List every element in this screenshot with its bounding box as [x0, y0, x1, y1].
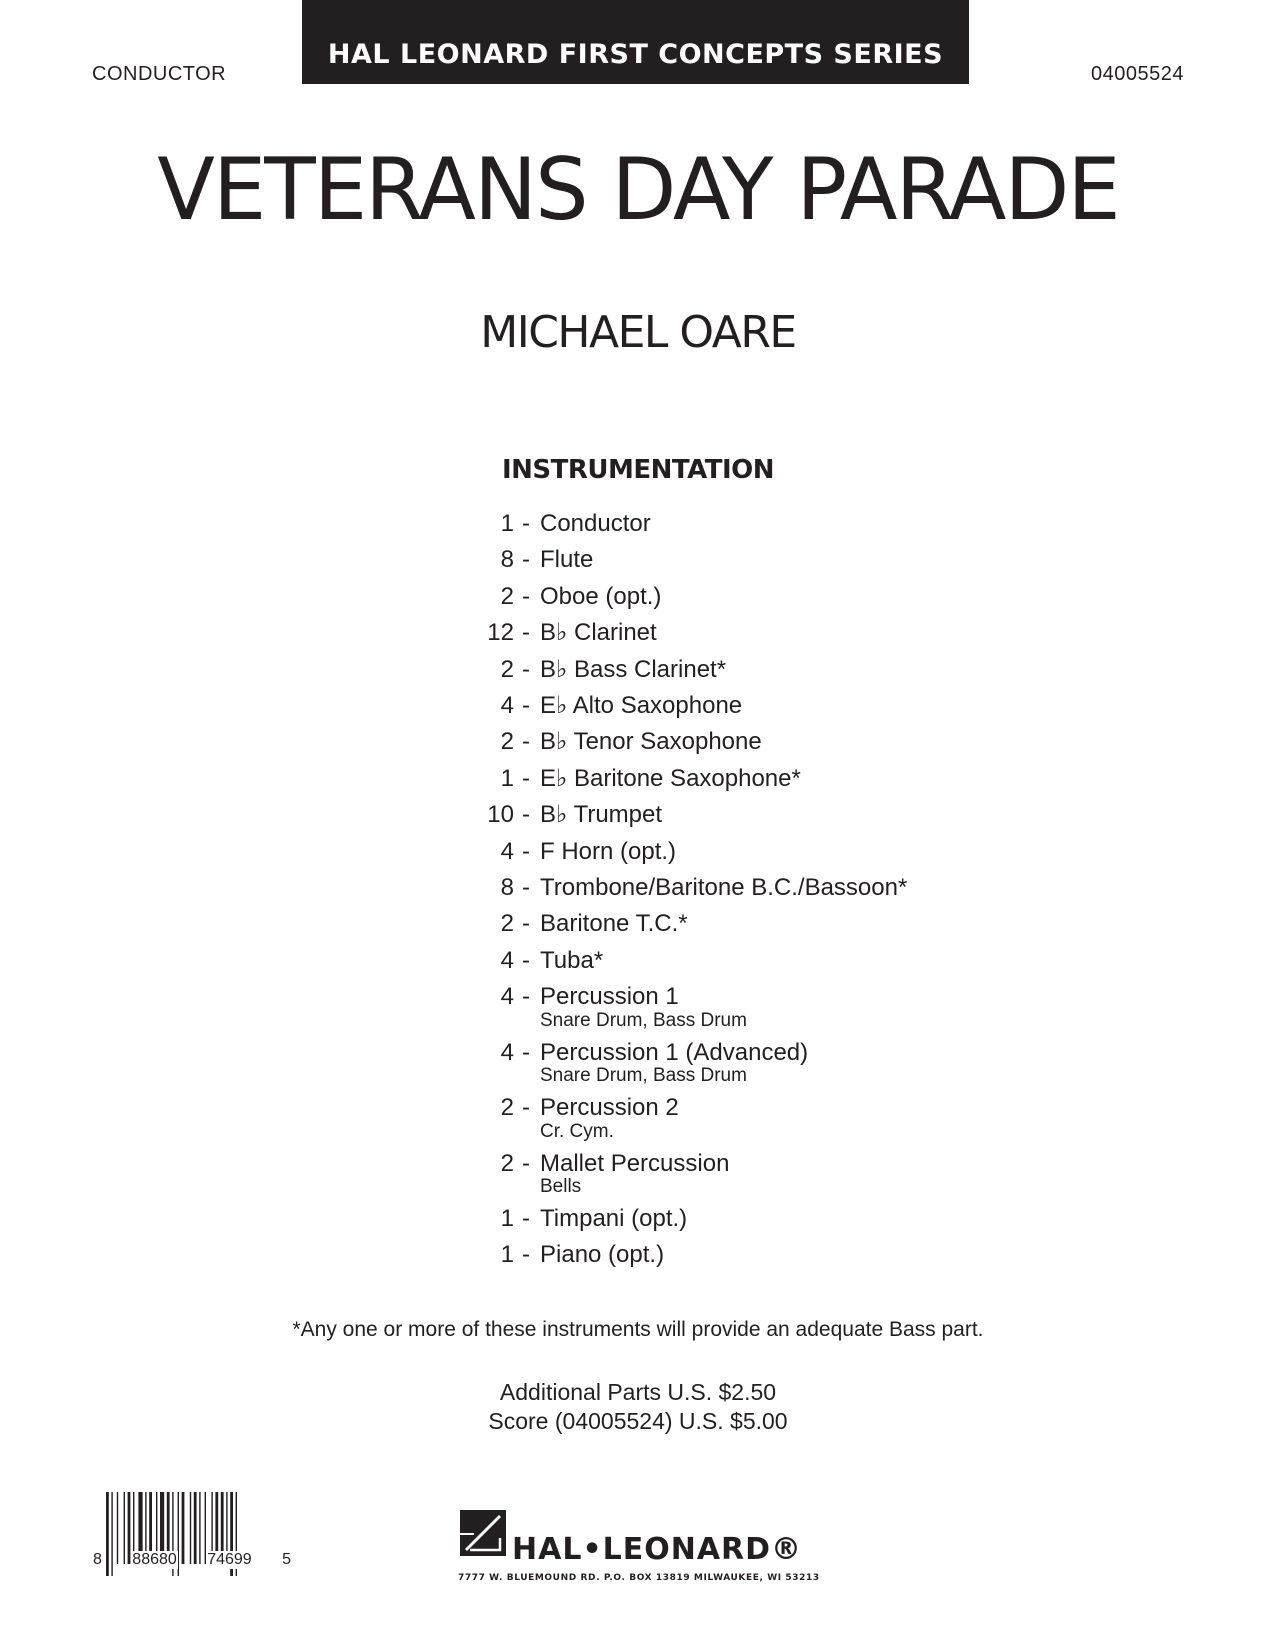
- instrument-row: [460, 1035, 1060, 1090]
- composer-name: MICHAEL OARE: [480, 307, 796, 358]
- publisher-address: 7777 W. BLUEMOUND RD. P.O. BOX 13819 MILWAUKEE, WI 53213: [458, 1573, 820, 1583]
- instrument-row: [460, 1146, 1060, 1201]
- instrument-count: 1: [500, 510, 514, 537]
- instrument-count: 4: [500, 946, 514, 974]
- dash-separator: -: [522, 1204, 530, 1232]
- additional-parts-price: Additional Parts U.S. $2.50: [499, 1379, 777, 1405]
- dash-separator: -: [522, 1149, 530, 1177]
- dash-separator: -: [522, 983, 530, 1011]
- publisher-name: HAL•LEONARD®: [512, 1532, 803, 1567]
- instrument-count: 1: [500, 1241, 514, 1269]
- instrument-count: 1: [500, 1204, 514, 1232]
- instrument-name: B♭ Trumpet: [540, 801, 663, 829]
- instrument-count: 4: [500, 692, 514, 720]
- series-banner: [302, 0, 969, 84]
- instrument-name: Tuba*: [540, 946, 604, 974]
- instrument-details: [540, 1201, 687, 1237]
- instrument-name: Mallet Percussion: [540, 1149, 730, 1177]
- instrument-name: Oboe (opt.): [540, 582, 662, 610]
- instrument-details: [540, 979, 747, 1034]
- dash-separator: -: [522, 946, 530, 974]
- instrument-count: 8: [500, 546, 514, 574]
- barcode-digits: [92, 1551, 292, 1569]
- instrument-details: [540, 943, 603, 979]
- instrument-details: [540, 506, 651, 542]
- instrument-name: Conductor: [540, 510, 651, 537]
- dash-separator: -: [522, 692, 530, 720]
- dash-separator: -: [522, 582, 530, 610]
- instrument-name: Piano (opt.): [540, 1241, 665, 1269]
- conductor-label: CONDUCTOR: [92, 63, 227, 85]
- instrument-name: B♭ Clarinet: [540, 619, 657, 647]
- barcode-check-digit: 5: [282, 1551, 291, 1568]
- instrument-count: 12: [487, 619, 514, 647]
- instrument-row: [460, 1201, 1060, 1237]
- instrument-row: [460, 797, 1060, 833]
- instrument-details: [540, 870, 907, 906]
- instrument-name: F Horn (opt.): [540, 837, 677, 865]
- instrument-name: Timpani (opt.): [540, 1204, 688, 1232]
- instrument-count: 4: [500, 983, 514, 1011]
- instrument-name: Percussion 1: [540, 983, 679, 1011]
- instrument-details: [540, 1237, 664, 1273]
- instrument-row: [460, 579, 1060, 615]
- instrument-name: Trombone/Baritone B.C./Bassoon*: [540, 874, 908, 902]
- instrument-row: [460, 870, 1060, 906]
- dash-separator: -: [522, 1038, 530, 1066]
- bass-part-footnote: *Any one or more of these instruments will provide an adequate Bass part.: [292, 1318, 984, 1341]
- dash-separator: -: [522, 728, 530, 756]
- series-title: HAL LEONARD FIRST CONCEPTS SERIES: [327, 38, 944, 70]
- instrument-details: [540, 615, 657, 651]
- instrument-row: [460, 979, 1060, 1034]
- instrument-count: 4: [500, 837, 514, 865]
- instrument-details: [540, 579, 661, 615]
- piece-title: VETERANS DAY PARADE: [157, 140, 1119, 240]
- instrument-name: Flute: [540, 546, 594, 574]
- dash-separator: -: [522, 1241, 530, 1269]
- instrument-name: Baritone T.C.*: [540, 910, 688, 938]
- dash-separator: -: [522, 801, 530, 829]
- instrument-count: 1: [500, 764, 514, 792]
- dash-separator: -: [522, 510, 530, 537]
- instrument-count: 2: [500, 582, 514, 610]
- barcode-group-2: 74699: [207, 1551, 252, 1568]
- instrument-row: [460, 1237, 1060, 1273]
- instrumentation-heading: INSTRUMENTATION: [501, 455, 774, 485]
- instrument-name: B♭ Tenor Saxophone: [540, 728, 762, 756]
- instrument-row: [460, 906, 1060, 942]
- dash-separator: -: [522, 1094, 530, 1122]
- dash-separator: -: [522, 764, 530, 792]
- barcode-lead-digit: 8: [93, 1551, 102, 1568]
- instrument-name: E♭ Baritone Saxophone*: [540, 764, 801, 792]
- instrument-name: Percussion 2: [540, 1094, 679, 1122]
- instrument-count: 2: [500, 728, 514, 756]
- instrument-row: [460, 834, 1060, 870]
- dash-separator: -: [522, 655, 530, 683]
- instrument-details: [540, 906, 688, 942]
- instrument-subnote: Cr. Cym.: [540, 1120, 614, 1142]
- instrument-details: [540, 1146, 729, 1201]
- instrument-count: 2: [500, 1149, 514, 1177]
- instrument-row: [460, 724, 1060, 760]
- dash-separator: -: [522, 546, 530, 574]
- instrument-details: [540, 834, 676, 870]
- instrument-name: Percussion 1 (Advanced): [540, 1038, 809, 1066]
- instrumentation-list: [460, 506, 1060, 1274]
- instrument-name: E♭ Alto Saxophone: [540, 692, 743, 720]
- instrument-count: 10: [487, 801, 514, 829]
- instrument-details: [540, 797, 662, 833]
- instrument-name: B♭ Bass Clarinet*: [540, 655, 727, 683]
- instrument-details: [540, 688, 742, 724]
- dash-separator: -: [522, 837, 530, 865]
- instrument-row: [460, 506, 1060, 542]
- instrument-subnote: Snare Drum, Bass Drum: [540, 1009, 747, 1031]
- instrument-count: 2: [500, 910, 514, 938]
- dash-separator: -: [522, 619, 530, 647]
- instrument-count: 2: [500, 1094, 514, 1122]
- instrument-row: [460, 1090, 1060, 1145]
- barcode-group-1: 88680: [132, 1551, 177, 1568]
- dash-separator: -: [522, 874, 530, 902]
- score-price: Score (04005524) U.S. $5.00: [488, 1408, 788, 1434]
- instrument-row: [460, 542, 1060, 578]
- instrument-row: [460, 652, 1060, 688]
- instrument-details: [540, 1090, 679, 1145]
- instrument-details: [540, 542, 593, 578]
- instrument-details: [540, 652, 726, 688]
- instrument-row: [460, 943, 1060, 979]
- instrument-count: 4: [500, 1038, 514, 1066]
- instrument-details: [540, 1035, 808, 1090]
- instrument-subnote: Snare Drum, Bass Drum: [540, 1065, 747, 1087]
- catalog-number: 04005524: [1091, 63, 1184, 85]
- instrument-details: [540, 724, 762, 760]
- instrument-subnote: Bells: [540, 1175, 582, 1197]
- instrument-details: [540, 761, 801, 797]
- instrument-row: [460, 761, 1060, 797]
- instrument-row: [460, 688, 1060, 724]
- instrument-count: 8: [500, 874, 514, 902]
- instrument-row: [460, 615, 1060, 651]
- dash-separator: -: [522, 910, 530, 938]
- instrument-count: 2: [500, 655, 514, 683]
